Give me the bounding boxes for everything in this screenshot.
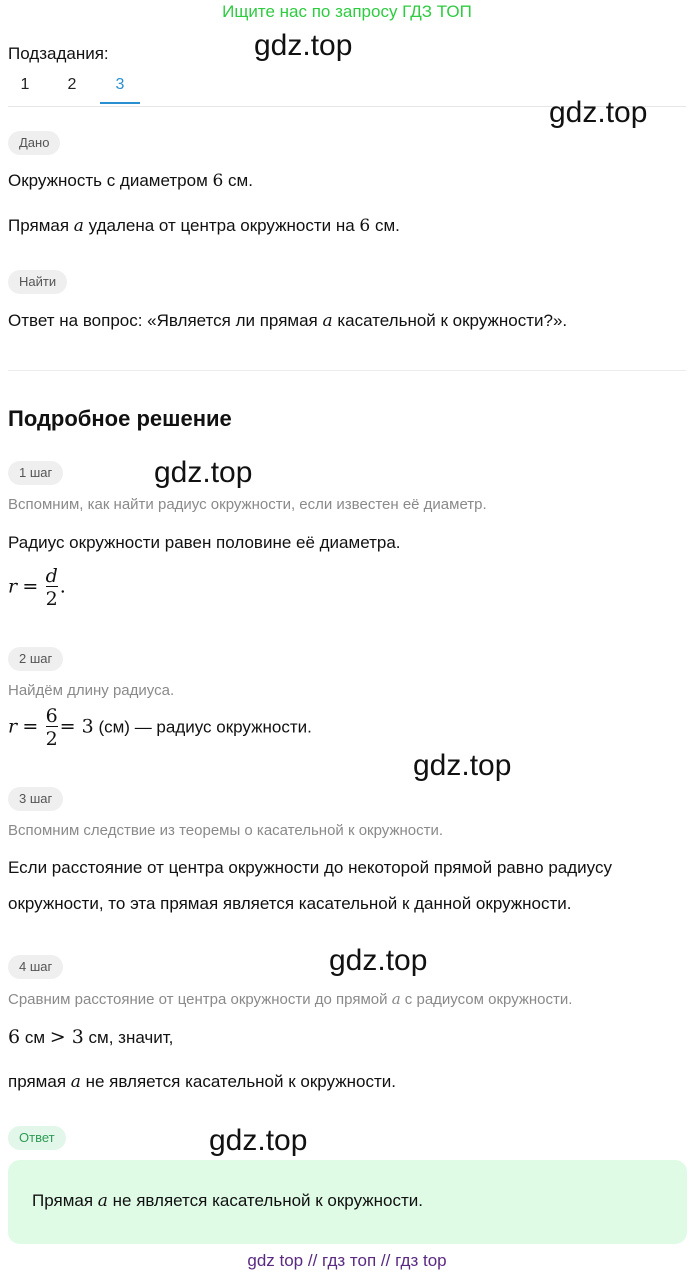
footer-link-gdz-top-ru[interactable]: гдз топ [322, 1251, 377, 1270]
step-1-formula: r = $\frac{d}{2}$ . [8, 565, 66, 610]
step-2-hint: Найдём длину радиуса. [8, 682, 175, 699]
step-1-text: Радиус окружности равен половине её диаметра. [8, 533, 401, 552]
footer-links [0, 1251, 694, 1271]
find-chip: Найти [8, 270, 67, 294]
watermark: gdz.top [254, 29, 353, 62]
step-4-hint: Сравним расстояние от центра окружности до прямой a с радиусом окружности. [8, 990, 573, 1008]
step-2-formula: r = $\frac{6}{2}$ = 3 (см) — радиус окружности. [8, 705, 312, 750]
watermark: gdz.top [549, 96, 648, 129]
footer-separator: // [380, 1251, 391, 1270]
tab-1[interactable]: 1 [20, 76, 30, 93]
find-line: Ответ на вопрос: «Является ли прямая a касательной к окружности?». [8, 311, 568, 331]
solution-title: Подробное решение [8, 406, 232, 431]
step-1-hint: Вспомним, как найти радиус окружности, если известен её диаметр. [8, 496, 487, 513]
tab-2[interactable]: 2 [67, 76, 77, 93]
step-3-line-1: Если расстояние от центра окружности до некоторой прямой равно радиусу [8, 858, 612, 877]
footer-link-gdz-top-mixed[interactable]: гдз top [395, 1251, 447, 1270]
step-3-line-2: окружности, то эта прямая является касательной к данной окружности. [8, 894, 572, 913]
step-4-conclusion: прямая a не является касательной к окружности. [8, 1072, 396, 1092]
watermark: gdz.top [329, 944, 428, 977]
answer-box [8, 1160, 687, 1244]
step-4-chip: 4 шаг [8, 955, 63, 979]
step-2-chip: 2 шаг [8, 647, 63, 671]
watermark: gdz.top [154, 456, 253, 489]
step-3-chip: 3 шаг [8, 787, 63, 811]
given-line-2: Прямая a удалена от центра окружности на 6 см. [8, 216, 400, 236]
step-1-chip: 1 шаг [8, 461, 63, 485]
top-banner: Ищите нас по запросу ГДЗ ТОП [222, 2, 472, 21]
subtasks-label: Подзадания: [8, 44, 109, 63]
given-line-1: Окружность с диаметром 6 см. [8, 171, 253, 191]
footer-link-gdz-top[interactable]: gdz top [247, 1251, 304, 1270]
step-4-comparison: 6 см > 3 см, значит, [8, 1026, 174, 1048]
given-chip: Дано [8, 131, 60, 155]
answer-text: Прямая a не является касательной к окружности. [32, 1191, 423, 1211]
footer-separator: // [307, 1251, 318, 1270]
active-tab-indicator [100, 102, 140, 104]
section-divider [8, 370, 686, 371]
watermark: gdz.top [413, 749, 512, 782]
step-3-hint: Вспомним следствие из теоремы о касательной к окружности. [8, 822, 444, 839]
tab-3[interactable]: 3 [115, 76, 125, 93]
watermark: gdz.top [209, 1124, 308, 1157]
answer-chip: Ответ [8, 1126, 66, 1150]
